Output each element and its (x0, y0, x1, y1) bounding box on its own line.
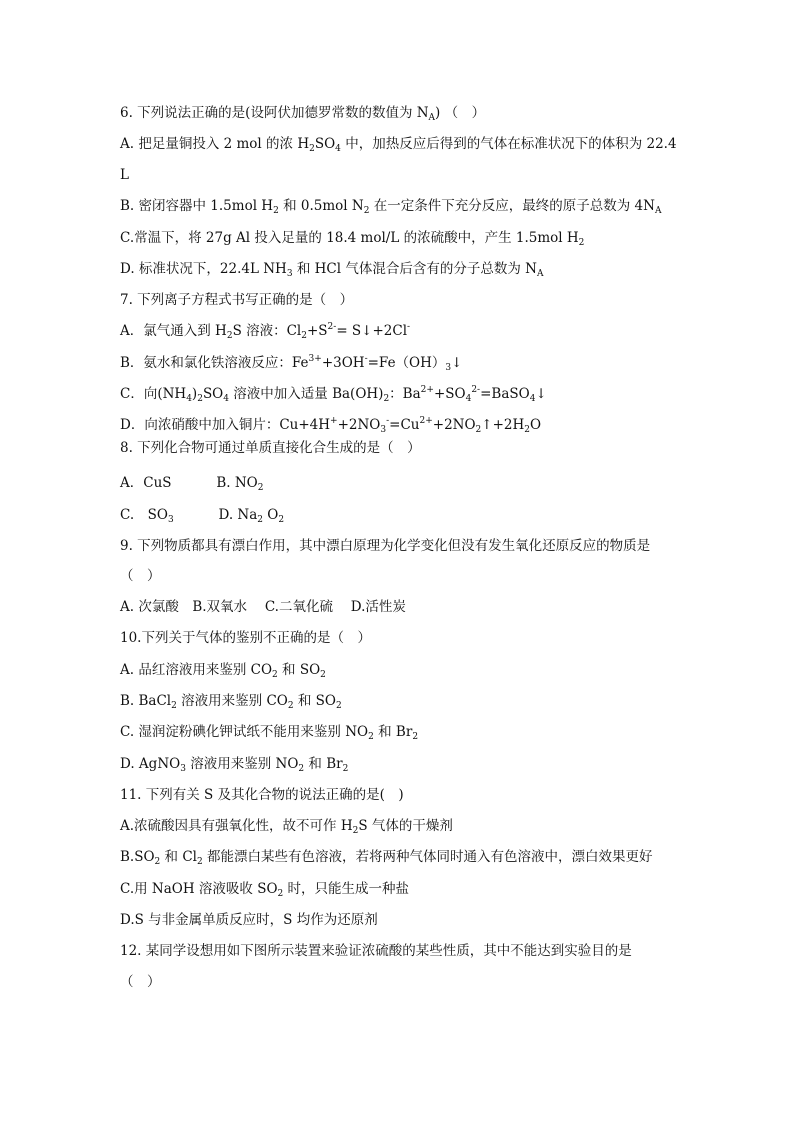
q11-option-b: $B.SO_2$ 和 $Cl_2$ 都能漂白某些有色溶液，若将两种气体同时通入有色溶液中，漂白效果更好 (120, 849, 653, 867)
q6-stem: 6. 下列说法正确的是(设阿伏加德罗常数的数值为 $N_A$) （ ） (120, 105, 486, 123)
q11-stem: 11. 下列有关 S 及其化合物的说法正确的是( ) (120, 787, 404, 803)
q12-blank: （ ） (120, 974, 161, 990)
q11-option-c: C.用 NaOH 溶液吸收 $SO_2$ 时，只能生成一种盐 (120, 881, 410, 899)
q7-option-a: A．氯气通入到 $H_2S$ 溶液：$Cl_2+S^{2-}=$ S↓+2Cl- (120, 322, 411, 341)
q7-option-c: C．向$(NH_4)_2SO_4$ 溶液中加入适量 $Ba(OH)_2$：$Ba^{2+}+SO_4^{2-}=BaSO_4↓$ (120, 385, 547, 404)
q11-option-a: A.浓硫酸因具有强氧化性，故不可作 $H_2S$ 气体的干燥剂 (120, 818, 453, 836)
q6-option-b: B. 密闭容器中 1.5mol $H_2$ 和 0.5mol $N_2$ 在一定条件下充分反应，最终的原子总数为 $4N_A$ (120, 198, 662, 216)
q10-option-c: C. 湿润淀粉碘化钾试纸不能用来鉴别 $NO_2$ 和 $Br_2$ (120, 724, 419, 742)
q10-option-d: D. AgNO$_3$ 溶液用来鉴别 $NO_2$ 和 $Br_2$ (120, 756, 349, 774)
q6-option-a: A. 把足量铜投入 2 mol 的浓 $H_2SO_4$ 中，加热反应后得到的气体在标准状况下的体积为 22.4 (120, 136, 677, 154)
q7-stem: 7. 下列离子方程式书写正确的是（ ） (120, 292, 354, 308)
q6-option-a-continued: L (120, 167, 129, 183)
q8-options-cd: C. $SO_3$ D. $Na_2$ $O_2$ (120, 507, 285, 525)
q10-option-a: A. 品红溶液用来鉴别 $CO_2$ 和 $SO_2$ (120, 662, 326, 680)
q6-option-c: C.常温下，将 27g Al 投入足量的 18.4 mol/L 的浓硫酸中，产生 1.5mol $H_2$ (120, 230, 585, 248)
q7-option-b: B．氨水和氯化铁溶液反应：$Fe^{3+}+3OH^-=Fe(OH)_3↓$ (120, 354, 463, 373)
q11-option-d: D.S 与非金属单质反应时，S 均作为还原剂 (120, 912, 378, 928)
q8-stem: 8. 下列化合物可通过单质直接化合生成的是（ ） (120, 440, 421, 456)
q6-option-d: D. 标准状况下，22.4L $NH_3$ 和 HCl 气体混合后含有的分子总数为 $N_A$ (120, 261, 544, 279)
q7-option-d: D．向浓硝酸中加入铜片：$Cu+4H^++2NO_3^-=Cu^{2+}+2NO_2↑+2H_2O$ (120, 416, 542, 435)
q10-stem: 10.下列关于气体的鉴别不正确的是（ ） (120, 630, 371, 646)
q10-option-b: B. BaCl$_2$ 溶液用来鉴别 $CO_2$ 和 $SO_2$ (120, 693, 342, 711)
q9-options: A. 次氯酸 B.双氧水 C.二氧化硫 D.活性炭 (120, 599, 406, 615)
q9-stem: 9. 下列物质都具有漂白作用，其中漂白原理为化学变化但没有发生氧化还原反应的物质是 (120, 538, 651, 554)
q9-blank: （ ） (120, 568, 161, 584)
q8-options-ab: A．CuS B. $NO_2$ (120, 475, 264, 493)
q12-stem: 12. 某同学设想用如下图所示装置来验证浓硫酸的某些性质，其中不能达到实验目的是 (120, 943, 632, 959)
